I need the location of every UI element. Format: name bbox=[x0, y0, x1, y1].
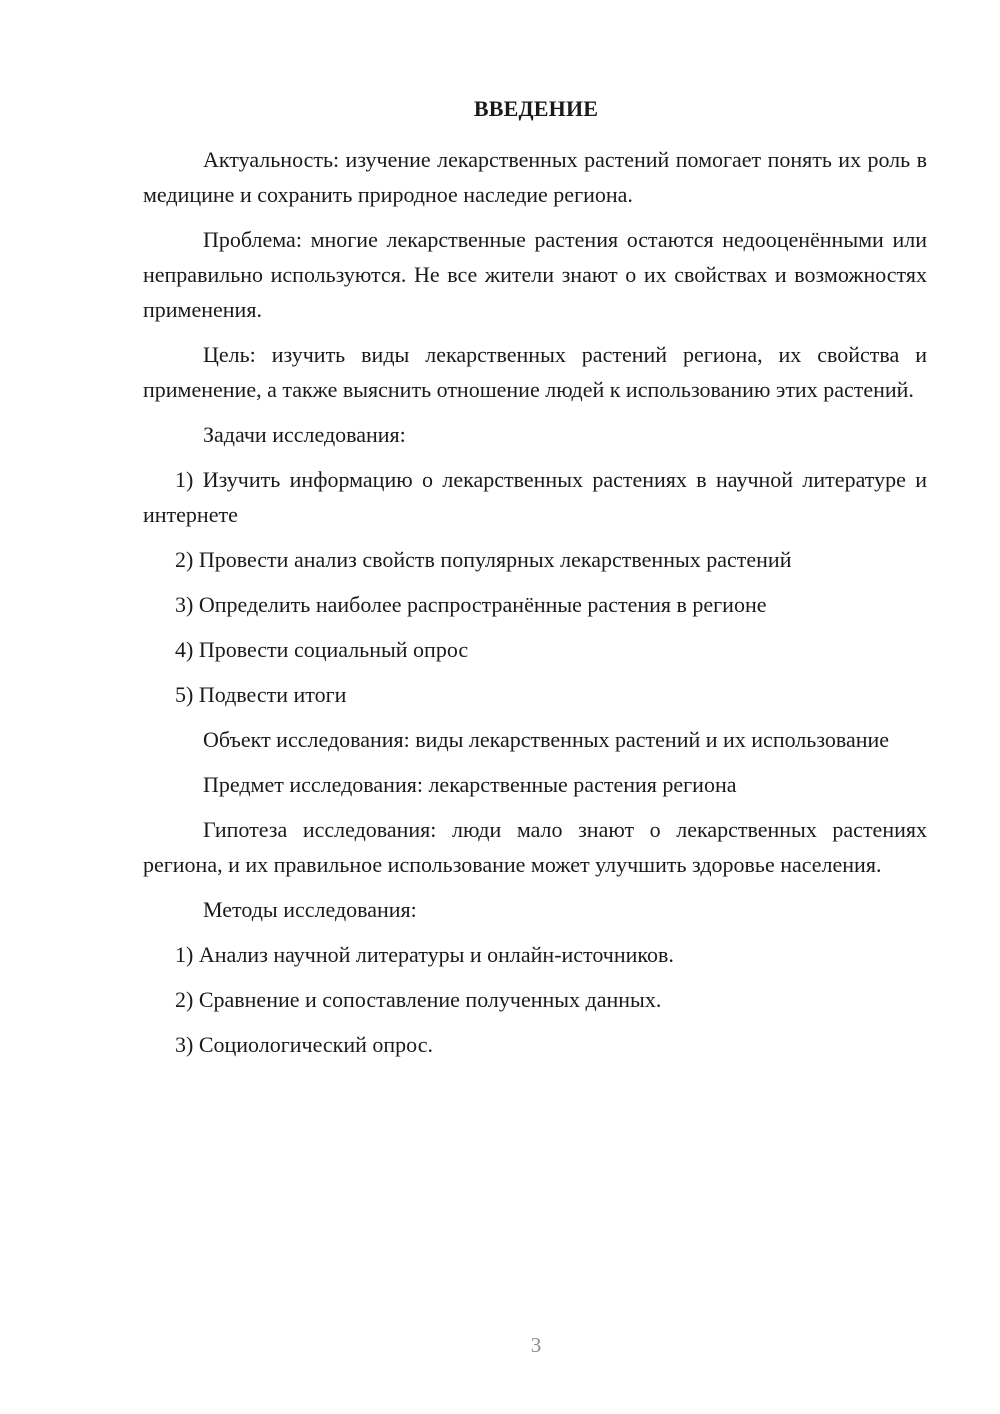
goal-paragraph: Цель: изучить виды лекарственных растений региона, их свойства и применение, а также выяснить отношение людей к использованию этих растений. bbox=[143, 342, 927, 402]
document-body bbox=[143, 142, 927, 1072]
method-item-2: 2) Сравнение и сопоставление полученных данных. bbox=[175, 987, 662, 1012]
object-paragraph: Объект исследования: виды лекарственных растений и их использование bbox=[203, 727, 890, 752]
task-item-5: 5) Подвести итоги bbox=[175, 682, 347, 707]
method-item-3: 3) Социологический опрос. bbox=[175, 1032, 433, 1057]
tasks-heading: Задачи исследования: bbox=[203, 422, 406, 447]
relevance-paragraph: Актуальность: изучение лекарственных растений помогает понять их роль в медицине и сохранить природное наследие региона. bbox=[143, 147, 927, 207]
hypothesis-paragraph: Гипотеза исследования: люди мало знают о лекарственных растениях региона, и их правильное использование может улучшить здоровье населения. bbox=[143, 817, 927, 877]
method-item-1: 1) Анализ научной литературы и онлайн-источников. bbox=[175, 942, 674, 967]
page-number: 3 bbox=[530, 1333, 542, 1357]
page-title: ВВЕДЕНИЕ bbox=[473, 96, 599, 121]
subject-paragraph: Предмет исследования: лекарственные растения региона bbox=[203, 772, 737, 797]
problem-paragraph: Проблема: многие лекарственные растения остаются недооценёнными или неправильно используются. Не все жители знают о их свойствах и возможностях применения. bbox=[143, 227, 927, 322]
task-item-1: 1) Изучить информацию о лекарственных растениях в научной литературе и интернете bbox=[143, 467, 927, 527]
task-item-2: 2) Провести анализ свойств популярных лекарственных растений bbox=[175, 547, 792, 572]
methods-heading: Методы исследования: bbox=[203, 897, 417, 922]
task-item-3: 3) Определить наиболее распространённые растения в регионе bbox=[175, 592, 767, 617]
task-item-4: 4) Провести социальный опрос bbox=[175, 637, 469, 662]
